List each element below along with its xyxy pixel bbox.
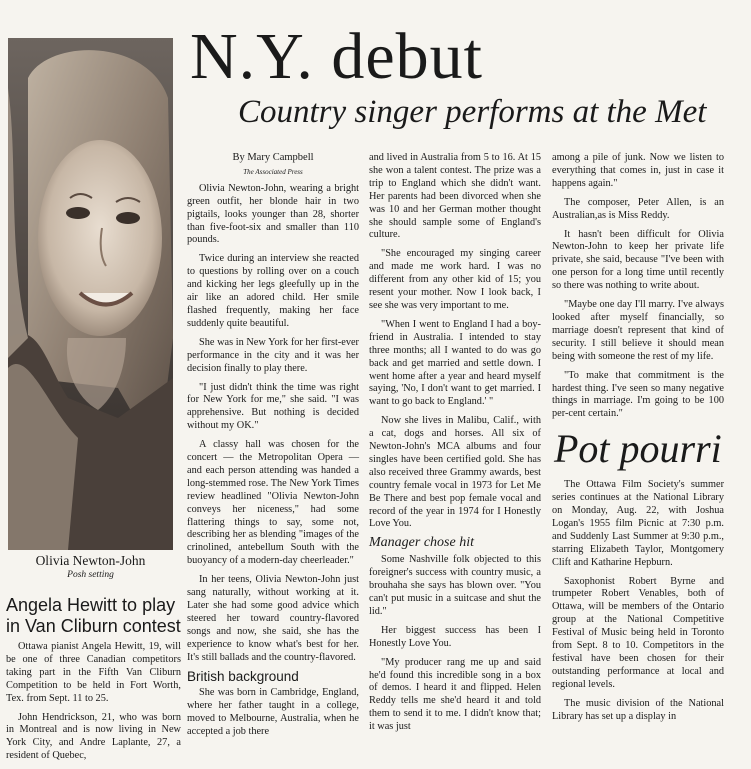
- side-story-paragraph: Ottawa pianist Angela Hewitt, 19, will be one of three Canadian competitors taking part in the Fifth Van Cliburn Competition to be held in Fort Worth, Tex. from Sept. 11 to 25.: [6, 641, 181, 704]
- story-paragraph: Olivia Newton-John, wearing a bright green outfit, her blonde hair in two pigtails, looks younger than 28, shorter than five-foot-six and smaller than 110 pounds.: [187, 182, 359, 246]
- story-paragraph: It hasn't been difficult for Olivia Newton-John to keep her private life private, she said, because "I've been with one person for a long time until recently so there was nothing to write about.: [552, 228, 724, 292]
- portrait-illustration: [8, 38, 173, 550]
- potpourri-paragraph: Saxophonist Robert Byrne and trumpeter Robert Venables, both of Ottawa, will be members of the Ontario group at the National Competitive Festival of Music being held in Toronto from Sept. 8 to 10. Competitors in the festival have been chosen for their outstanding performance at local and regional levels.: [552, 575, 724, 690]
- story-paragraph: Her biggest success has been I Honestly Love You.: [369, 624, 541, 649]
- story-paragraph: She was in New York for her first-ever performance in the city and it was her decision finally to play there.: [187, 336, 359, 374]
- portrait-photo: [8, 38, 173, 550]
- story-paragraph: In her teens, Olivia Newton-John just sang naturally, without working at it. Later she had some good advice which steered her toward country-flavored songs and now, she said, she has the experience to know what's best for her. It's still ballads and the country-flavored.: [187, 574, 359, 663]
- story-paragraph: and lived in Australia from 5 to 16. At 15 she won a talent contest. The prize was a trip to England which she didn't want. Her parents had been divorced when she was 10 and her German mother thought she should sample some of England's culture.: [369, 152, 541, 241]
- story-paragraph: "She encouraged my singing career and made me work hard. I was no different from any other kid of 15; you resent your mother. Now I look back, I see she was very important to me.: [369, 248, 541, 311]
- story-paragraph: "My producer rang me up and said he'd found this incredible song in a box of demos. I heard it and flipped. Helen Reddy tells me she'd heard it and told them to send it to me. I didn't know that; it was just: [369, 656, 541, 733]
- story-paragraph: among a pile of junk. Now we listen to everything that comes in, just in case it happens again.": [552, 152, 724, 189]
- main-story-column-1: [187, 152, 359, 745]
- story-paragraph: Now she lives in Malibu, Calif., with a cat, dogs and horses. All six of Newton-John's MCA albums and four singles have been certified gold. She has also received three Grammy awards, best country female vocal in 1973 for Let Me Be There and best pop female vocal and record of the year in 1974 for I Honestly Love You.: [369, 415, 541, 530]
- photo-caption: Olivia Newton-John: [35, 553, 146, 568]
- side-story-headline: Angela Hewitt to play in Van Cliburn contest: [6, 595, 181, 636]
- potpourri-paragraph: The music division of the National Library has set up a display in: [552, 697, 724, 722]
- side-story-body: [6, 641, 181, 769]
- story-paragraph: "When I went to England I had a boy-friend in Australia. I intended to stay three months; all I wanted to do was go back and get married and settle down. I went home after a year and heard myself saying, 'No, I don't want to get married. I want to go back to England.' ": [369, 318, 541, 408]
- story-paragraph: Twice during an interview she reacted to questions by rolling over on a couch and kicking her legs gleefully up in the air like an adored child. Her smile flashed frequently, making her face suddenly quite beautiful.: [187, 253, 359, 329]
- story-paragraph: "To make that commitment is the hardest thing. I've seen so many negative things in marriage. I'm going to be 100 per-cent certain.": [552, 369, 724, 420]
- byline: By Mary Campbell: [232, 152, 314, 163]
- byline-source: The Associated Press: [243, 167, 303, 176]
- section-heading: British background: [187, 668, 299, 684]
- subheadline: Country singer performs at the Met: [238, 94, 707, 130]
- story-paragraph: She was born in Cambridge, England, where her father taught in a college, moved to Melbourne, Australia, when he accepted a job there: [187, 687, 359, 738]
- story-paragraph: Some Nashville folk objected to this foreigner's success with country music, a brouhaha she says has blown over. "You can't put music in a suitcase and shut the lid.": [369, 554, 541, 617]
- story-paragraph: A classy hall was chosen for the concert — the Metropolitan Opera — and each person attending was handed a long-stemmed rose. The New York Times review headlined "Olivia Newton-John conveys her niceness," had some flattering things to say, some not, describing her as blending "images of the crinolined, antebellum South with the buoyancy of a modern-day cheerleader.": [187, 439, 359, 567]
- main-story-column-3: [552, 152, 724, 730]
- potpourri-paragraph: The Ottawa Film Society's summer series continues at the National Library on Monday, Aug. 22, with Joshua Logan's 1955 film Picnic at 7:30 p.m. and Suddenly Last Summer at 9:30 p.m., starring Elizabeth Taylor, Montgomery Clift and Katharine Hepburn.: [552, 479, 724, 568]
- photo-subcaption: Posh setting: [67, 570, 114, 580]
- story-paragraph: "I just didn't think the time was right for New York for me," she said. "I was apprehensive. But nothing is decided without my OK.": [187, 381, 359, 432]
- story-paragraph: The composer, Peter Allen, is an Australian,as is Miss Reddy.: [552, 196, 724, 221]
- main-story-column-2: [369, 152, 541, 740]
- story-paragraph: "Maybe one day I'll marry. I've always looked after myself financially, so marriage doesn't represent that kind of security. I still believe it should mean being with someone the rest of my life.: [552, 299, 724, 362]
- section-heading: Manager chose hit: [369, 535, 474, 551]
- headline: N.Y. debut: [190, 20, 483, 93]
- side-story-paragraph: John Hendrickson, 21, who was born in Montreal and is now living in New York City, and Andre Laplante, 27, a resident of Quebec,: [6, 711, 181, 762]
- potpourri-title: Pot pourri: [554, 426, 722, 472]
